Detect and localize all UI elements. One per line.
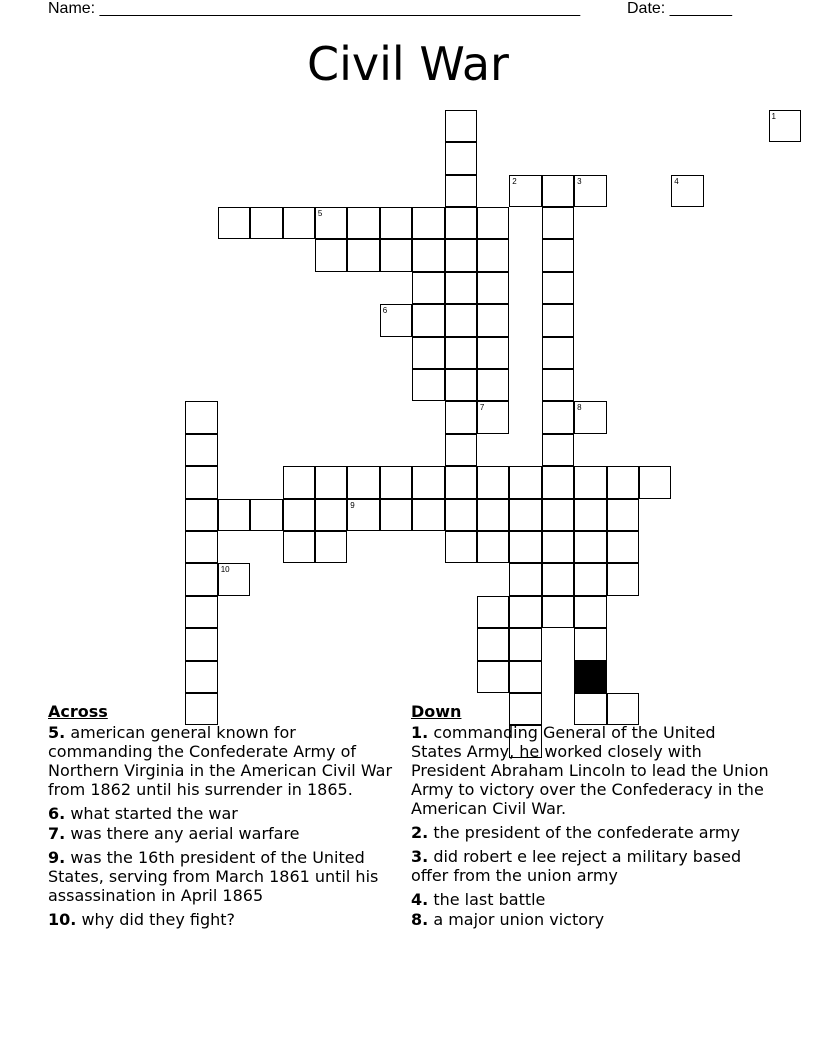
crossword-cell[interactable] <box>509 661 542 694</box>
date-field[interactable]: Date: _______ <box>627 0 732 17</box>
crossword-cell[interactable] <box>347 499 380 532</box>
crossword-cell[interactable] <box>639 466 672 499</box>
crossword-cell[interactable] <box>185 401 218 434</box>
crossword-block <box>574 661 607 694</box>
crossword-cell[interactable] <box>445 499 478 532</box>
crossword-cell[interactable] <box>412 499 445 532</box>
clue-number-label: 1 <box>771 111 776 121</box>
crossword-cell[interactable] <box>509 499 542 532</box>
down-heading: Down <box>411 702 462 721</box>
crossword-cell[interactable] <box>574 175 607 208</box>
clue-text: why did they fight? <box>81 910 236 929</box>
clue-number-label: 6 <box>382 306 388 316</box>
crossword-cell[interactable] <box>445 142 478 175</box>
down-clue-8 <box>411 910 769 929</box>
crossword-cell[interactable] <box>607 466 640 499</box>
crossword-cell[interactable] <box>315 239 348 272</box>
crossword-cell[interactable] <box>542 239 575 272</box>
crossword-cell[interactable] <box>380 466 413 499</box>
clue-text: the last battle <box>433 890 546 909</box>
crossword-cell[interactable] <box>412 466 445 499</box>
crossword-cell[interactable] <box>542 304 575 337</box>
clue-number-label: 7 <box>479 403 485 413</box>
crossword-cell[interactable] <box>477 628 510 661</box>
across-clue-7 <box>48 824 403 843</box>
clue-text: what started the war <box>70 804 238 823</box>
clue-number: 4. <box>411 890 429 909</box>
crossword-cell[interactable] <box>283 531 316 564</box>
across-clue-5 <box>48 723 403 799</box>
crossword-cell[interactable] <box>380 304 413 337</box>
clue-number-label: 3 <box>577 176 582 186</box>
crossword-cell[interactable] <box>412 272 445 305</box>
clue-number: 9. <box>48 848 66 867</box>
page-title: Civil War <box>307 37 509 91</box>
crossword-cell[interactable] <box>477 661 510 694</box>
crossword-cell[interactable] <box>574 531 607 564</box>
crossword-cell[interactable] <box>574 401 607 434</box>
crossword-cell[interactable] <box>574 628 607 661</box>
down-clue-2 <box>411 823 769 842</box>
crossword-cell[interactable] <box>607 531 640 564</box>
down-clues <box>411 702 769 934</box>
crossword-cell[interactable] <box>218 563 251 596</box>
crossword-cell[interactable] <box>218 499 251 532</box>
crossword-cell[interactable] <box>283 499 316 532</box>
crossword-cell[interactable] <box>445 272 478 305</box>
clue-text: american general known for commanding the Confederate Army of Northern Virginia in the American Civil War from 1862 until his surrender in 1865. <box>48 723 393 799</box>
crossword-cell[interactable] <box>477 369 510 402</box>
crossword-cell[interactable] <box>477 499 510 532</box>
crossword-cell[interactable] <box>542 466 575 499</box>
crossword-cell[interactable] <box>347 466 380 499</box>
crossword-cell[interactable] <box>477 239 510 272</box>
crossword-cell[interactable] <box>542 207 575 240</box>
crossword-cell[interactable] <box>185 499 218 532</box>
clue-number: 6. <box>48 804 66 823</box>
across-clues <box>48 702 403 934</box>
crossword-cell[interactable] <box>542 531 575 564</box>
crossword-cell[interactable] <box>542 369 575 402</box>
clue-text: did robert e lee reject a military based offer from the union army <box>411 847 742 885</box>
crossword-cell[interactable] <box>509 596 542 629</box>
crossword-cell[interactable] <box>574 499 607 532</box>
clue-number-label: 9 <box>350 500 355 510</box>
crossword-cell[interactable] <box>607 563 640 596</box>
clue-number-label: 8 <box>577 403 582 413</box>
crossword-cell[interactable] <box>347 207 380 240</box>
clue-number: 8. <box>411 910 429 929</box>
crossword-cell[interactable] <box>250 499 283 532</box>
clue-number: 3. <box>411 847 429 866</box>
crossword-cell[interactable] <box>185 596 218 629</box>
crossword-cell[interactable] <box>185 563 218 596</box>
across-heading: Across <box>48 702 108 721</box>
clue-text: commanding General of the United States Army, he worked closely with President Abraham Lincoln to lead the Union Army to victory over the Confederacy in the American Civil War. <box>411 723 769 818</box>
crossword-cell[interactable] <box>315 531 348 564</box>
crossword-cell[interactable] <box>347 239 380 272</box>
crossword-cell[interactable] <box>542 175 575 208</box>
crossword-cell[interactable] <box>315 499 348 532</box>
crossword-cell[interactable] <box>445 337 478 370</box>
crossword-cell[interactable] <box>477 596 510 629</box>
crossword-cell[interactable] <box>185 466 218 499</box>
crossword-cell[interactable] <box>574 466 607 499</box>
down-clue-3 <box>411 847 769 885</box>
crossword-cell[interactable] <box>477 207 510 240</box>
across-clue-10 <box>48 910 403 929</box>
crossword-cell[interactable] <box>477 337 510 370</box>
crossword-cell[interactable] <box>283 207 316 240</box>
crossword-cell[interactable] <box>185 434 218 467</box>
crossword-cell[interactable] <box>445 239 478 272</box>
across-clue-9 <box>48 848 403 905</box>
clue-number-label: 10 <box>220 565 230 575</box>
crossword-cell[interactable] <box>542 401 575 434</box>
crossword-cell[interactable] <box>542 563 575 596</box>
clue-text: the president of the confederate army <box>433 823 740 842</box>
crossword-cell[interactable] <box>445 401 478 434</box>
crossword-cell[interactable] <box>671 175 704 208</box>
crossword-cell[interactable] <box>185 628 218 661</box>
crossword-cell[interactable] <box>445 466 478 499</box>
crossword-cell[interactable] <box>542 337 575 370</box>
crossword-cell[interactable] <box>445 369 478 402</box>
clue-number-label: 4 <box>674 176 679 186</box>
clue-number-label: 2 <box>512 176 517 186</box>
crossword-cell[interactable] <box>477 304 510 337</box>
crossword-cell[interactable] <box>380 239 413 272</box>
crossword-cell[interactable] <box>509 628 542 661</box>
crossword-cell[interactable] <box>445 207 478 240</box>
crossword-cell[interactable] <box>509 531 542 564</box>
name-field[interactable]: Name: ______________________________________________________ <box>48 0 581 17</box>
clue-text: was the 16th president of the United States, serving from March 1861 until his assassination in April 1865 <box>48 848 379 905</box>
crossword-cell[interactable] <box>542 272 575 305</box>
crossword-cell[interactable] <box>445 304 478 337</box>
crossword-cell[interactable] <box>412 304 445 337</box>
crossword-cell[interactable] <box>509 563 542 596</box>
crossword-cell[interactable] <box>380 207 413 240</box>
crossword-cell[interactable] <box>542 499 575 532</box>
crossword-cell[interactable] <box>412 369 445 402</box>
crossword-cell[interactable] <box>283 466 316 499</box>
crossword-cell[interactable] <box>380 499 413 532</box>
crossword-cell[interactable] <box>218 207 251 240</box>
crossword-cell[interactable] <box>185 661 218 694</box>
crossword-cell[interactable] <box>445 531 478 564</box>
down-clue-4 <box>411 890 769 909</box>
crossword-cell[interactable] <box>574 563 607 596</box>
clue-number: 5. <box>48 723 66 742</box>
crossword-cell[interactable] <box>315 207 348 240</box>
crossword-cell[interactable] <box>574 596 607 629</box>
crossword-cell[interactable] <box>412 207 445 240</box>
crossword-cell[interactable] <box>509 175 542 208</box>
crossword-cell[interactable] <box>542 434 575 467</box>
clue-number: 7. <box>48 824 66 843</box>
crossword-cell[interactable] <box>250 207 283 240</box>
crossword-cell[interactable] <box>445 434 478 467</box>
crossword-cell[interactable] <box>412 337 445 370</box>
crossword-cell[interactable] <box>445 175 478 208</box>
clue-number-label: 5 <box>317 208 323 218</box>
crossword-cell[interactable] <box>315 466 348 499</box>
clue-number: 10. <box>48 910 77 929</box>
crossword-cell[interactable] <box>607 499 640 532</box>
crossword-cell[interactable] <box>509 466 542 499</box>
crossword-cell[interactable] <box>412 239 445 272</box>
down-clue-1 <box>411 723 769 818</box>
crossword-cell[interactable] <box>542 596 575 629</box>
clue-number: 1. <box>411 723 429 742</box>
clue-number: 2. <box>411 823 429 842</box>
crossword-cell[interactable] <box>769 110 802 143</box>
crossword-cell[interactable] <box>185 531 218 564</box>
crossword-cell[interactable] <box>477 531 510 564</box>
across-clue-6 <box>48 804 403 823</box>
crossword-cell[interactable] <box>445 110 478 143</box>
crossword-cell[interactable] <box>477 272 510 305</box>
clue-text: a major union victory <box>433 910 605 929</box>
clue-text: was there any aerial warfare <box>70 824 300 843</box>
crossword-cell[interactable] <box>477 401 510 434</box>
crossword-cell[interactable] <box>477 466 510 499</box>
